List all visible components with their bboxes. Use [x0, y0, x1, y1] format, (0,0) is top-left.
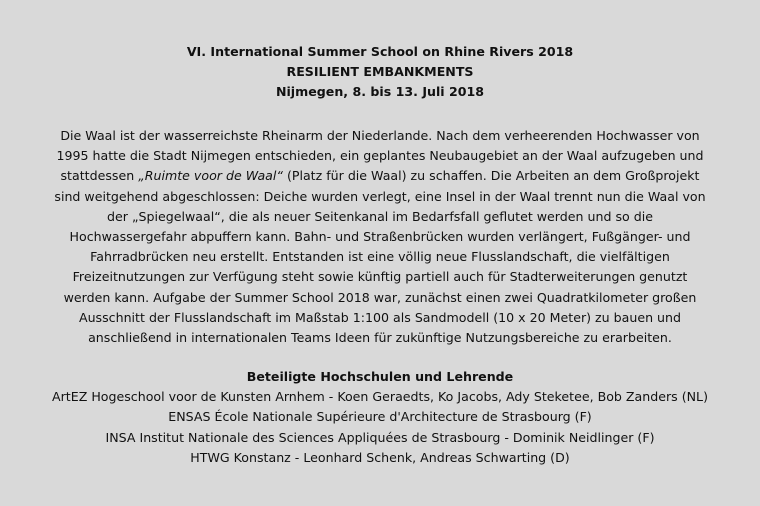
paragraph-line — [40, 166, 720, 186]
paragraph-line: anschließend in internationalen Teams Ideen für zukünftige Nutzungsbereiche zu erarbeiten. — [88, 330, 672, 346]
italic-quote: „Ruimte voor de Waal“ — [138, 168, 283, 184]
paragraph-line: Ausschnitt der Flusslandschaft im Maßstab 1:100 als Sandmodell (10 x 20 Meter) zu bauen und — [78, 309, 682, 325]
header-subtitle: RESILIENT EMBANKMENTS — [286, 64, 474, 79]
participant-item: ENSAS École Nationale Supérieure d'Architecture de Strasbourg (F) — [168, 409, 592, 425]
paragraph-text: (Platz für die Waal) zu schaffen. Die Arbeiten an dem Großprojekt — [282, 168, 700, 184]
document-header — [40, 42, 720, 102]
header-date-location: Nijmegen, 8. bis 13. Juli 2018 — [275, 84, 485, 99]
participants-list — [40, 387, 720, 468]
participant-item: HTWG Konstanz - Leonhard Schenk, Andreas Schwarting (D) — [190, 449, 570, 465]
paragraph-text: stattdessen — [60, 168, 139, 184]
paragraph-line: sind weitgehend abgeschlossen: Deiche wurden verlegt, eine Insel in der Waal trennt nun die Waal von — [54, 188, 706, 204]
paragraph-line: 1995 hatte die Stadt Nijmegen entschieden, ein geplantes Neubaugebiet an der Waal aufzugeben und — [56, 148, 704, 164]
participant-item: ArtEZ Hogeschool voor de Kunsten Arnhem - Koen Geraedts, Ko Jacobs, Ady Steketee, Bob Zanders (NL) — [52, 389, 708, 405]
participants-heading: Beteiligte Hochschulen und Lehrende — [246, 369, 514, 385]
paragraph-line: der „Spiegelwaal“, die als neuer Seitenkanal im Bedarfsfall geflutet werden und so die — [107, 208, 653, 224]
paragraph-line: Die Waal ist der wasserreichste Rheinarm der Niederlande. Nach dem verheerenden Hochwasser von — [60, 128, 700, 143]
paragraph-line: Fahrradbrücken neu erstellt. Entstanden ist eine völlig neue Flusslandschaft, die vielfältigen — [90, 249, 670, 265]
description-paragraph — [40, 126, 720, 348]
paragraph-line: Freizeitnutzungen zur Verfügung steht sowie künftig partiell auch für Stadterweiterungen genutzt — [72, 269, 688, 285]
header-title: VI. International Summer School on Rhine Rivers 2018 — [186, 44, 574, 59]
paragraph-line: Hochwassergefahr abpuffern kann. Bahn- und Straßenbrücken wurden verlängert, Fußgänger- und — [69, 229, 691, 245]
paragraph-line: werden kann. Aufgabe der Summer School 2018 war, zunächst einen zwei Quadratkilometer großen — [63, 289, 697, 305]
participant-item: INSA Institut Nationale des Sciences Appliquées de Strasbourg - Dominik Neidlinger (F) — [105, 429, 655, 445]
